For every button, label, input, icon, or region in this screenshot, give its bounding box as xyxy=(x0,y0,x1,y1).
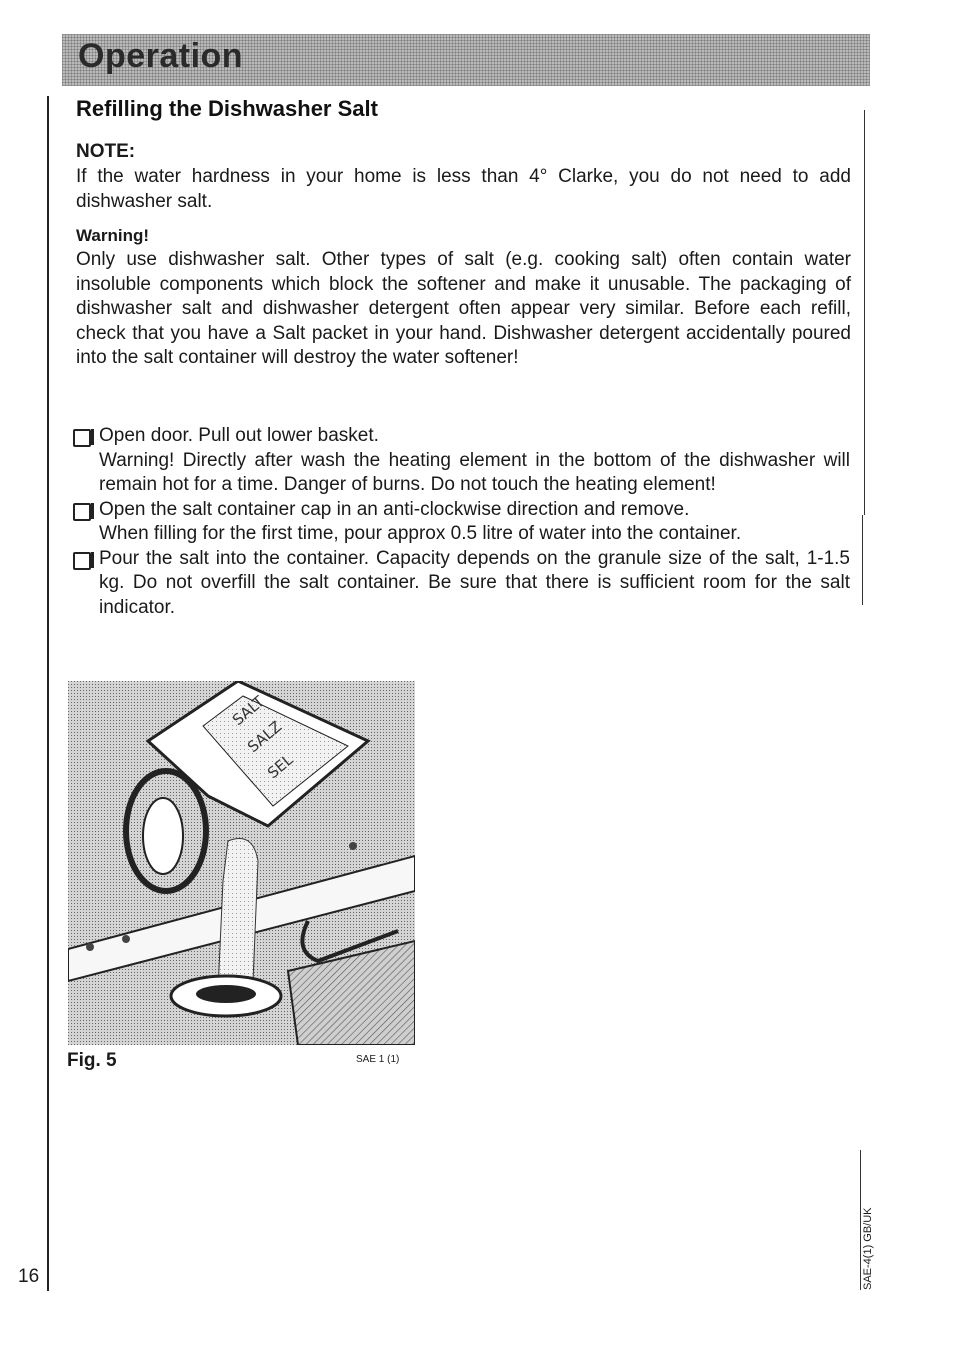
step-item xyxy=(70,424,850,498)
instruction-steps xyxy=(70,424,850,620)
step-text: Pour the salt into the container. Capacity depends on the granule size of the salt, 1-1.5 kg. Do not overfill the salt container. Be sure that there is sufficient room for the salt indicator. xyxy=(99,547,850,618)
packet-text: SALT xyxy=(229,692,268,730)
main-content xyxy=(76,96,851,371)
right-margin-rule xyxy=(862,515,863,605)
figure-code: SAE 1 (1) xyxy=(356,1054,400,1065)
right-margin-rule xyxy=(864,110,865,515)
header-title: Operation xyxy=(78,37,244,75)
arm-nozzle xyxy=(86,943,94,951)
section-title: Refilling the Dishwasher Salt xyxy=(76,96,378,121)
step-text: Open door. Pull out lower basket. xyxy=(99,425,379,446)
checkbox-icon xyxy=(73,503,91,521)
page-number: 16 xyxy=(18,1266,40,1287)
checkbox-icon xyxy=(73,552,91,570)
right-margin-rule xyxy=(860,1150,861,1290)
note-text: If the water hardness in your home is less than 4° Clarke, you do not need to add dishwasher salt. xyxy=(76,166,851,212)
arm-nozzle xyxy=(122,935,130,943)
document-code: SAE-4(1) GB/UK xyxy=(862,1207,874,1290)
salt-container-opening xyxy=(196,985,256,1003)
door-seal-inner xyxy=(143,798,183,874)
step-item xyxy=(70,498,850,547)
arm-nozzle xyxy=(349,842,357,850)
step-detail: Warning! Directly after wash the heating element in the bottom of the dishwasher will remain hot for a time. Danger of burns. Do not touch the heating element! xyxy=(99,449,850,495)
step-detail: When filling for the first time, pour approx 0.5 litre of water into the container. xyxy=(99,523,742,544)
step-item xyxy=(70,547,850,621)
note-label: NOTE: xyxy=(76,141,136,162)
left-margin-rule xyxy=(47,96,49,1291)
step-text: Open the salt container cap in an anti-clockwise direction and remove. xyxy=(99,498,690,520)
warning-label: Warning! xyxy=(76,226,150,245)
figure-label: Fig. 5 xyxy=(67,1050,117,1071)
packet-text: SEL xyxy=(264,750,297,783)
warning-text: Only use dishwasher salt. Other types of salt (e.g. cooking salt) often contain water insoluble components which block the softener and make it unusable. The packaging of dishwasher salt and dishwasher detergent often appear very similar. Before each refill, check that you have a Salt packet in your hand. Dishwasher detergent accidentally poured into the salt container will destroy the water softener! xyxy=(76,249,851,368)
packet-text: SALZ xyxy=(244,717,286,757)
checkbox-icon xyxy=(73,429,91,447)
header-bar xyxy=(62,34,870,86)
salt-refill-illustration xyxy=(68,681,415,1045)
